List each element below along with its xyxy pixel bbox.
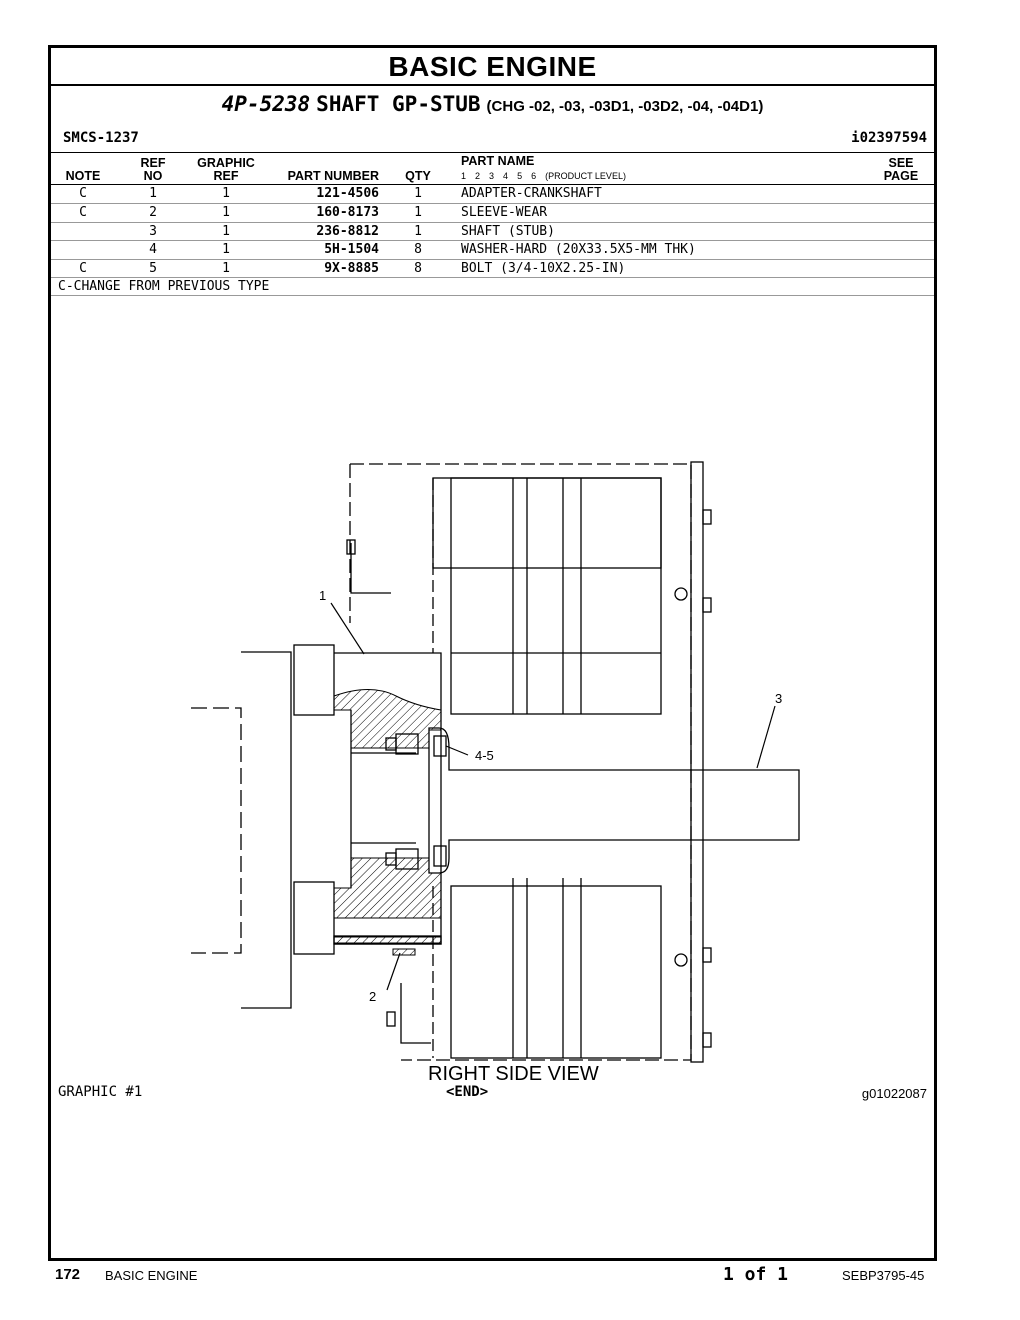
- flange-lobe-bottom: [294, 882, 334, 954]
- callout-4-5: 4-5: [475, 748, 494, 763]
- page-of: 1 of 1: [723, 1264, 789, 1285]
- mounting-plate: [691, 462, 703, 1062]
- row-part-name: ADAPTER-CRANKSHAFT: [461, 186, 602, 201]
- bracket-top: [351, 543, 391, 593]
- row-qty: 1: [414, 205, 422, 220]
- row-ref: 2: [149, 205, 157, 220]
- row-ref: 5: [149, 261, 157, 276]
- row-note: C: [79, 186, 87, 201]
- group-heading: [51, 92, 934, 116]
- col-note-header: NOTE: [65, 169, 101, 183]
- row-qty: 1: [414, 224, 422, 239]
- row-ref: 3: [149, 224, 157, 239]
- row-graphic-ref: 1: [222, 261, 230, 276]
- plate-bolt: [703, 948, 711, 962]
- col-qty-header: QTY: [405, 169, 431, 183]
- bracket-bolt: [387, 1012, 395, 1026]
- row-part-number: 160-8173: [316, 205, 379, 220]
- washer: [434, 846, 446, 866]
- coupling-block-top-outer: [433, 478, 661, 568]
- levels-label: (PRODUCT LEVEL): [545, 171, 626, 181]
- adapter-hatch-top: [334, 690, 441, 749]
- section-title: BASIC ENGINE: [51, 48, 934, 86]
- callout-2: 2: [369, 989, 377, 1004]
- leader-1: [331, 603, 364, 654]
- row-note: C: [79, 205, 87, 220]
- sleeve-hatch: [334, 937, 441, 943]
- level-4: 4: [503, 171, 509, 181]
- plate-bolt: [703, 1033, 711, 1047]
- flange-lobe-top: [294, 645, 334, 715]
- doc-id: SEBP3795-45: [842, 1268, 925, 1283]
- row-part-name: SHAFT (STUB): [461, 224, 555, 239]
- page-frame: [48, 45, 937, 1261]
- level-6: 6: [531, 171, 537, 181]
- col-ref-header-top: REF: [140, 156, 166, 170]
- notes-rule: [51, 295, 934, 296]
- plate-fitting: [675, 954, 687, 966]
- row-part-number: 5H-1504: [324, 242, 379, 257]
- row-graphic-ref: 1: [222, 242, 230, 257]
- row-graphic-ref: 1: [222, 224, 230, 239]
- plate-fitting: [675, 588, 687, 600]
- adapter-hatch-bottom: [334, 858, 441, 918]
- leader-2: [387, 953, 400, 990]
- crankshaft-end: [191, 708, 241, 953]
- row-part-name: SLEEVE-WEAR: [461, 205, 548, 220]
- row-graphic-ref: 1: [222, 205, 230, 220]
- plate-bolt: [703, 598, 711, 612]
- col-ref-header-bottom: NO: [143, 169, 163, 183]
- end-marker: <END>: [446, 1084, 489, 1100]
- graphic-id: g01022087: [861, 1086, 927, 1101]
- level-5: 5: [517, 171, 523, 181]
- level-1: 1: [461, 171, 467, 181]
- row-ref: 1: [149, 186, 157, 201]
- footer-section: BASIC ENGINE: [105, 1268, 198, 1283]
- col-graphic-header-bottom: REF: [213, 169, 239, 183]
- row-part-name: WASHER-HARD (20X33.5X5-MM THK): [461, 242, 696, 257]
- row-qty: 8: [414, 242, 422, 257]
- row-qty: 1: [414, 186, 422, 201]
- callout-3: 3: [775, 691, 783, 706]
- table-top-rule: [51, 152, 934, 153]
- row-qty: 8: [414, 261, 422, 276]
- group-changes: (CHG -02, -03, -03D1, -03D2, -04, -04D1): [486, 98, 764, 115]
- col-part-name-header: PART NAME: [461, 154, 535, 168]
- plate-bolt: [703, 510, 711, 524]
- exploded-view-drawing: [51, 448, 934, 1088]
- row-part-number: 121-4506: [316, 186, 379, 201]
- view-label: RIGHT SIDE VIEW: [428, 1063, 599, 1085]
- callout-leaders: [331, 603, 775, 990]
- col-part-number-header: PART NUMBER: [287, 169, 379, 183]
- row-graphic-ref: 1: [222, 186, 230, 201]
- graphic-label: GRAPHIC #1: [58, 1084, 143, 1100]
- coupling-block-bottom: [451, 886, 661, 1058]
- leader-3: [757, 706, 775, 768]
- group-part-number: 4P-5238: [221, 92, 311, 116]
- info-id: i02397594: [851, 130, 927, 146]
- row-divider: [51, 277, 934, 278]
- row-part-number: 236-8812: [316, 224, 379, 239]
- smcs-code: SMCS-1237: [63, 130, 139, 146]
- col-graphic-header-top: GRAPHIC: [197, 156, 255, 170]
- row-note: C: [79, 261, 87, 276]
- crankshaft-flange: [241, 652, 291, 1008]
- section-hatching: [334, 690, 441, 956]
- level-2: 2: [475, 171, 481, 181]
- row-part-number: 9X-8885: [324, 261, 379, 276]
- note-legend: C-CHANGE FROM PREVIOUS TYPE: [58, 279, 270, 294]
- drawing-linework: [191, 462, 799, 1062]
- col-see-header-top: SEE: [888, 156, 914, 170]
- sleeve-seal-hatch: [393, 949, 415, 955]
- col-see-header-bottom: PAGE: [883, 169, 919, 183]
- washer: [434, 736, 446, 756]
- row-part-name: BOLT (3/4-10X2.25-IN): [461, 261, 626, 276]
- level-3: 3: [489, 171, 495, 181]
- row-ref: 4: [149, 242, 157, 257]
- housing-outline: [350, 464, 691, 1060]
- group-name: SHAFT GP-STUB: [316, 92, 481, 116]
- product-levels: [461, 171, 635, 181]
- coupling-block-top: [451, 478, 661, 714]
- bracket-bottom: [401, 983, 431, 1043]
- callout-1: 1: [319, 588, 327, 603]
- page-number: 172: [55, 1266, 81, 1283]
